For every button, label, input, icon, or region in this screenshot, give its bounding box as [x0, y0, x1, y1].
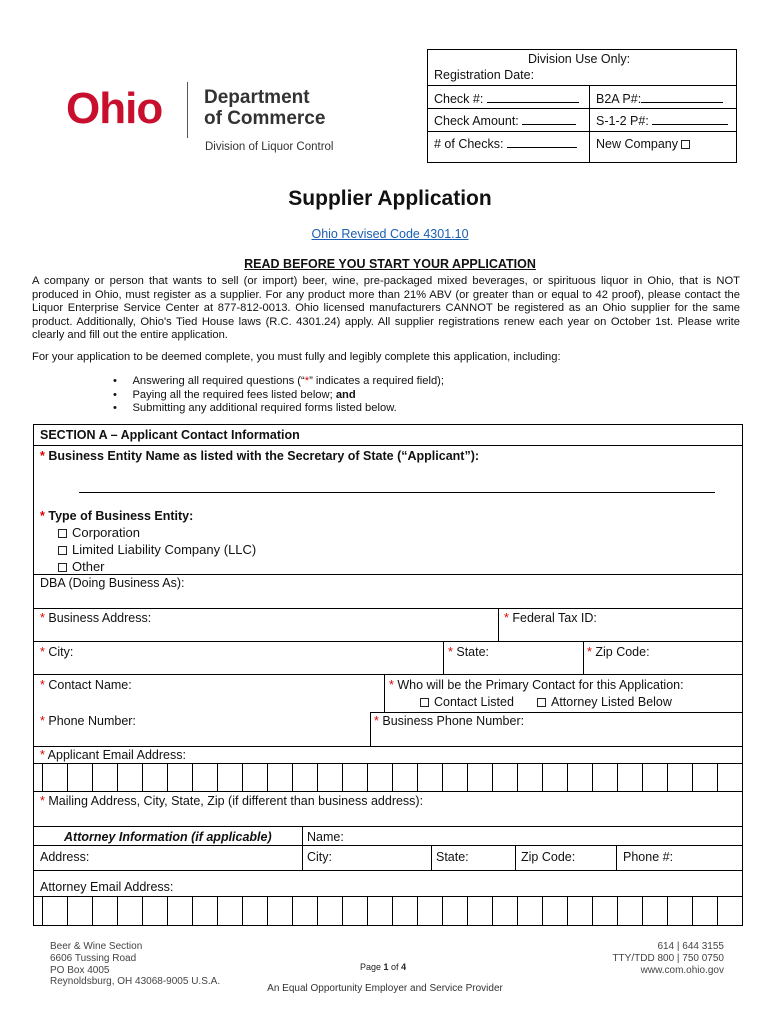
read-before-heading: READ BEFORE YOU START YOUR APPLICATION — [244, 257, 536, 271]
business-name-input[interactable] — [79, 492, 715, 493]
bullet-3: • Submitting any additional required forms listed below. — [113, 402, 397, 415]
b2a-field[interactable]: B2A P#: — [596, 91, 723, 107]
entity-type-label: * Type of Business Entity: — [40, 509, 194, 523]
email-char-grid[interactable] — [34, 763, 742, 792]
attorney-city-field[interactable]: City: — [307, 850, 332, 864]
bullet-1: • Answering all required questions (“*” indicates a required field); — [113, 375, 445, 387]
equal-opportunity: An Equal Opportunity Employer and Service Provider — [267, 983, 503, 994]
attorney-email-label: Attorney Email Address: — [40, 880, 174, 894]
bullet-2: • Paying all the required fees listed below; and — [113, 388, 356, 401]
attorney-state-field[interactable]: State: — [436, 850, 469, 864]
dept-line1: Department — [204, 87, 310, 108]
section-a-form — [33, 424, 743, 926]
division-use-box — [427, 49, 737, 163]
division-name: Division of Liquor Control — [205, 141, 334, 153]
num-checks-field[interactable]: # of Checks: — [434, 136, 577, 152]
business-address-field[interactable]: * Business Address: — [40, 611, 152, 625]
attorney-address-field[interactable]: Address: — [40, 850, 90, 864]
complete-line: For your application to be deemed complete, you must fully and legibly complete this application, including: — [32, 351, 561, 363]
llc-checkbox[interactable] — [58, 546, 67, 555]
attorney-listed-option[interactable]: Attorney Listed Below — [537, 695, 672, 710]
check-amount-field[interactable]: Check Amount: — [434, 113, 576, 129]
footer-contact: 614 | 644 3155 TTY/TDD 800 | 750 0750 www.com.ohio.gov — [560, 941, 724, 976]
dba-field[interactable]: DBA (Doing Business As): — [40, 576, 185, 590]
footer-address: Beer & Wine Section 6606 Tussing Road PO Box 4005 Reynoldsburg, OH 43068-9005 U.S.A. — [50, 941, 221, 988]
footer-website[interactable]: www.com.ohio.gov — [640, 964, 724, 976]
requirements-list — [113, 375, 713, 416]
corporation-checkbox[interactable] — [58, 529, 67, 538]
zip-field[interactable]: * Zip Code: — [587, 645, 650, 659]
mailing-address-field[interactable]: * Mailing Address, City, State, Zip (if different than business address): — [40, 794, 424, 808]
contact-listed-option[interactable]: Contact Listed — [420, 695, 514, 710]
dept-name — [204, 87, 325, 129]
new-company-field[interactable]: New Company — [596, 137, 695, 152]
s12-field[interactable]: S-1-2 P#: — [596, 113, 728, 129]
llc-option[interactable]: Limited Liability Company (LLC) — [58, 542, 256, 557]
check-no-field[interactable]: Check #: — [434, 91, 579, 107]
state-field[interactable]: * State: — [448, 645, 490, 659]
attorney-email-char-grid[interactable] — [34, 896, 742, 926]
new-company-checkbox[interactable] — [681, 140, 690, 149]
section-a-heading: SECTION A – Applicant Contact Information — [40, 428, 300, 442]
attorney-name-field[interactable]: Name: — [307, 830, 344, 844]
phone-field[interactable]: * Phone Number: — [40, 714, 136, 728]
city-field[interactable]: * City: — [40, 645, 74, 659]
ohio-logo — [66, 84, 162, 134]
business-name-label: * Business Entity Name as listed with the Secretary of State (“Applicant”): — [40, 449, 480, 463]
division-use-title: Division Use Only: — [528, 52, 631, 66]
ohio-logo-text: Ohio — [66, 84, 163, 133]
email-label: * Applicant Email Address: — [40, 748, 186, 762]
other-checkbox[interactable] — [58, 563, 67, 572]
page-title: Supplier Application — [288, 187, 492, 210]
primary-contact-label: * Who will be the Primary Contact for this Application: — [389, 678, 684, 692]
attorney-zip-field[interactable]: Zip Code: — [521, 850, 576, 864]
contact-listed-checkbox[interactable] — [420, 698, 429, 707]
attorney-info-heading: Attorney Information (if applicable) — [64, 830, 272, 844]
intro-paragraph: A company or person that wants to sell (or import) beer, wine, pre-packaged mixed beverages, or spirituous liquor in Ohio, that is NOT produced in Ohio, must register as a supplier. For any product more than 21% ABV (or greater than or equal to 42 proof), please contact the Liquor Enterprise Service Center at 877-812-0013. Ohio licensed manufacturers CANNOT be registered as an Ohio supplier for the same product. Additionally, Ohio's Tied House laws (R.C. 4301.24) apply. All supplier registrations renew each year on October 1st. Please write clearly and fill out the entire application. — [32, 275, 740, 342]
logo-divider — [187, 82, 188, 138]
corporation-option[interactable]: Corporation — [58, 525, 140, 540]
attorney-listed-checkbox[interactable] — [537, 698, 546, 707]
dept-line2: of Commerce — [204, 108, 326, 129]
page-number: Page 1 of 4 — [360, 962, 407, 972]
other-option[interactable]: Other — [58, 559, 105, 574]
registration-date-label: Registration Date: — [434, 68, 535, 82]
federal-tax-field[interactable]: * Federal Tax ID: — [504, 611, 597, 625]
code-link[interactable]: Ohio Revised Code 4301.10 — [311, 227, 469, 241]
contact-name-field[interactable]: * Contact Name: — [40, 678, 132, 692]
attorney-phone-field[interactable]: Phone #: — [623, 850, 674, 864]
business-phone-field[interactable]: * Business Phone Number: — [374, 714, 525, 728]
